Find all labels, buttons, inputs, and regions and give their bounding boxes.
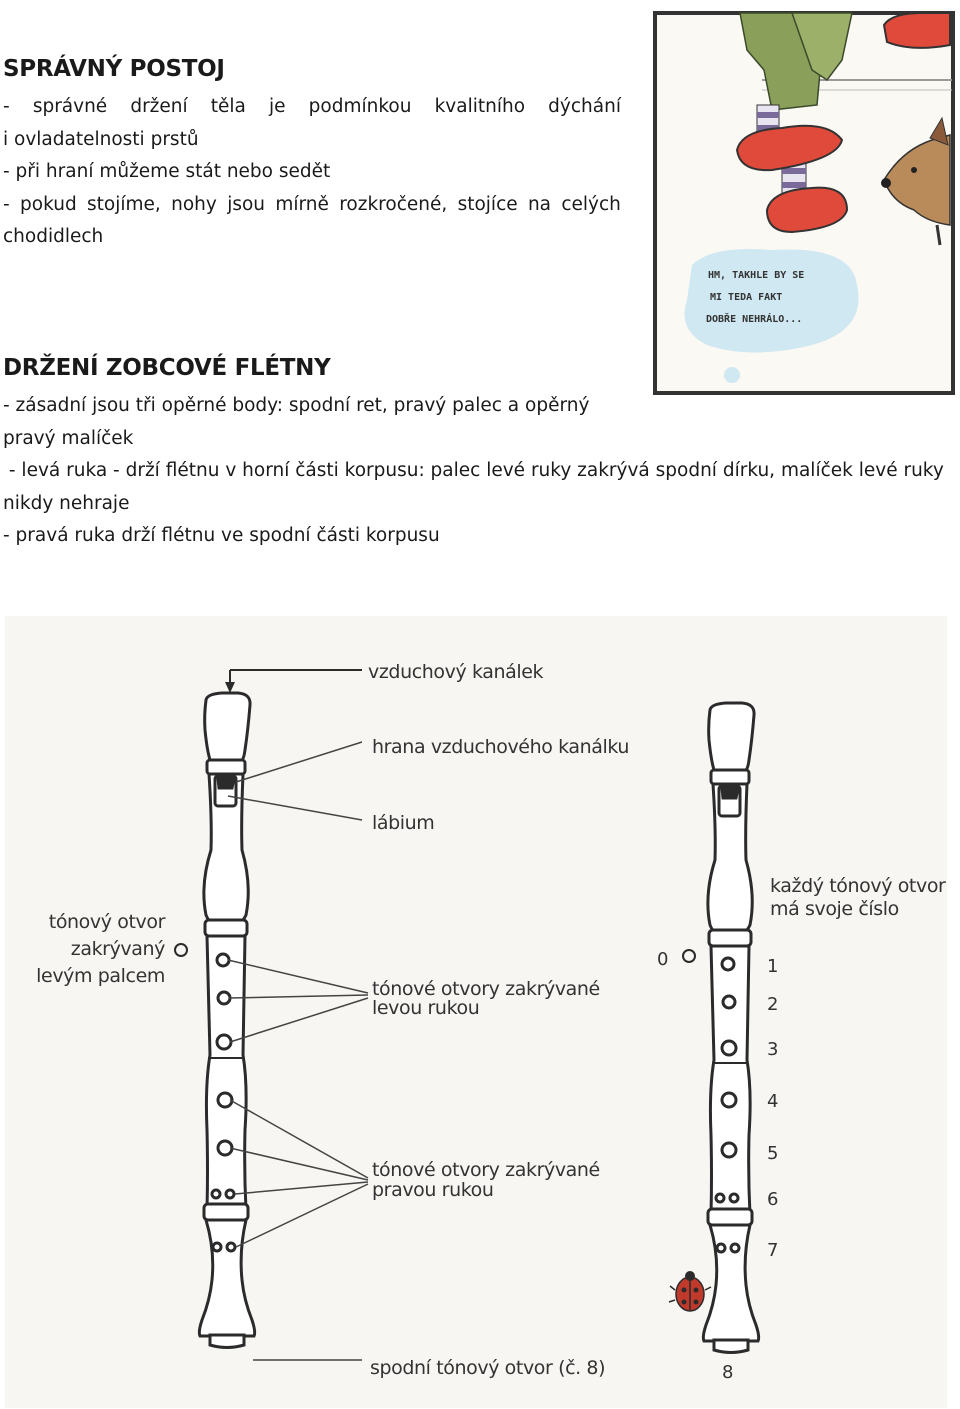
cartoon-illustration: [652, 10, 956, 396]
label-thumb-hole-2: zakrývaný: [70, 938, 165, 960]
hole-number: 2: [767, 994, 779, 1015]
justified-line: - pokud stojíme, nohy jsou mírně rozkročené, stojíce na celých: [3, 193, 621, 215]
hole-number: 3: [767, 1039, 779, 1060]
label-right-hand-2: pravou rukou: [372, 1179, 494, 1201]
label-channel-edge: hrana vzduchového kanálku: [372, 736, 630, 758]
shoe-icon: [884, 13, 950, 48]
label-each-hole-2: má svoje číslo: [770, 898, 899, 920]
hole-number: 5: [767, 1143, 779, 1164]
text-line: i ovladatelnosti prstů: [3, 128, 199, 150]
text-line: - zásadní jsou tři opěrné body: spodní ret, pravý palec a opěrný: [3, 395, 590, 416]
text-line: nikdy nehraje: [3, 492, 130, 514]
label-thumb-hole-3: levým palcem: [36, 965, 165, 987]
recorder-diagram: [0, 610, 960, 1409]
hole-number: 7: [767, 1240, 779, 1261]
speech-line: HM, TAKHLE BY SE: [708, 270, 805, 281]
paragraph-drzeni: [3, 390, 621, 455]
text-line: chodidlech: [3, 226, 104, 247]
text-line: pravý malíček: [3, 427, 134, 449]
text-line: - pravá ruka drží flétnu ve spodní části korpusu: [3, 525, 440, 546]
text-line: - levá ruka - drží flétnu v horní části korpusu: palec levé ruky zakrývá spodní dírku, malíček levé ruky: [3, 460, 944, 481]
heading-drzeni-fletny: DRŽENÍ ZOBCOVÉ FLÉTNY: [3, 355, 331, 381]
hole-number: 6: [767, 1189, 779, 1210]
paragraph-ruce: [3, 455, 953, 553]
speech-line: MI TEDA FAKT: [710, 292, 783, 303]
hole-number: 1: [767, 956, 779, 977]
speech-line: DOBŘE NEHRÁLO...: [706, 314, 803, 325]
hole-number: 8: [722, 1362, 734, 1383]
label-each-hole-1: každý tónový otvor: [770, 875, 946, 897]
text-line: - při hraní můžeme stát nebo sedět: [3, 161, 331, 182]
label-left-hand-2: levou rukou: [372, 997, 480, 1019]
hole-number: 4: [767, 1091, 779, 1112]
hole-number: 0: [657, 949, 669, 970]
label-thumb-hole-1: tónový otvor: [48, 911, 165, 933]
label-left-hand-1: tónové otvory zakrývané: [372, 978, 600, 1000]
justified-line: - správné držení těla je podmínkou kvalitního dýchání: [3, 96, 621, 117]
label-bottom-hole: spodní tónový otvor (č. 8): [370, 1357, 606, 1379]
label-air-channel: vzduchový kanálek: [368, 661, 544, 683]
label-labium: lábium: [372, 812, 435, 834]
paragraph-postoj: [3, 91, 621, 254]
heading-spravny-postoj: SPRÁVNÝ POSTOJ: [3, 56, 225, 82]
label-right-hand-1: tónové otvory zakrývané: [372, 1159, 600, 1181]
